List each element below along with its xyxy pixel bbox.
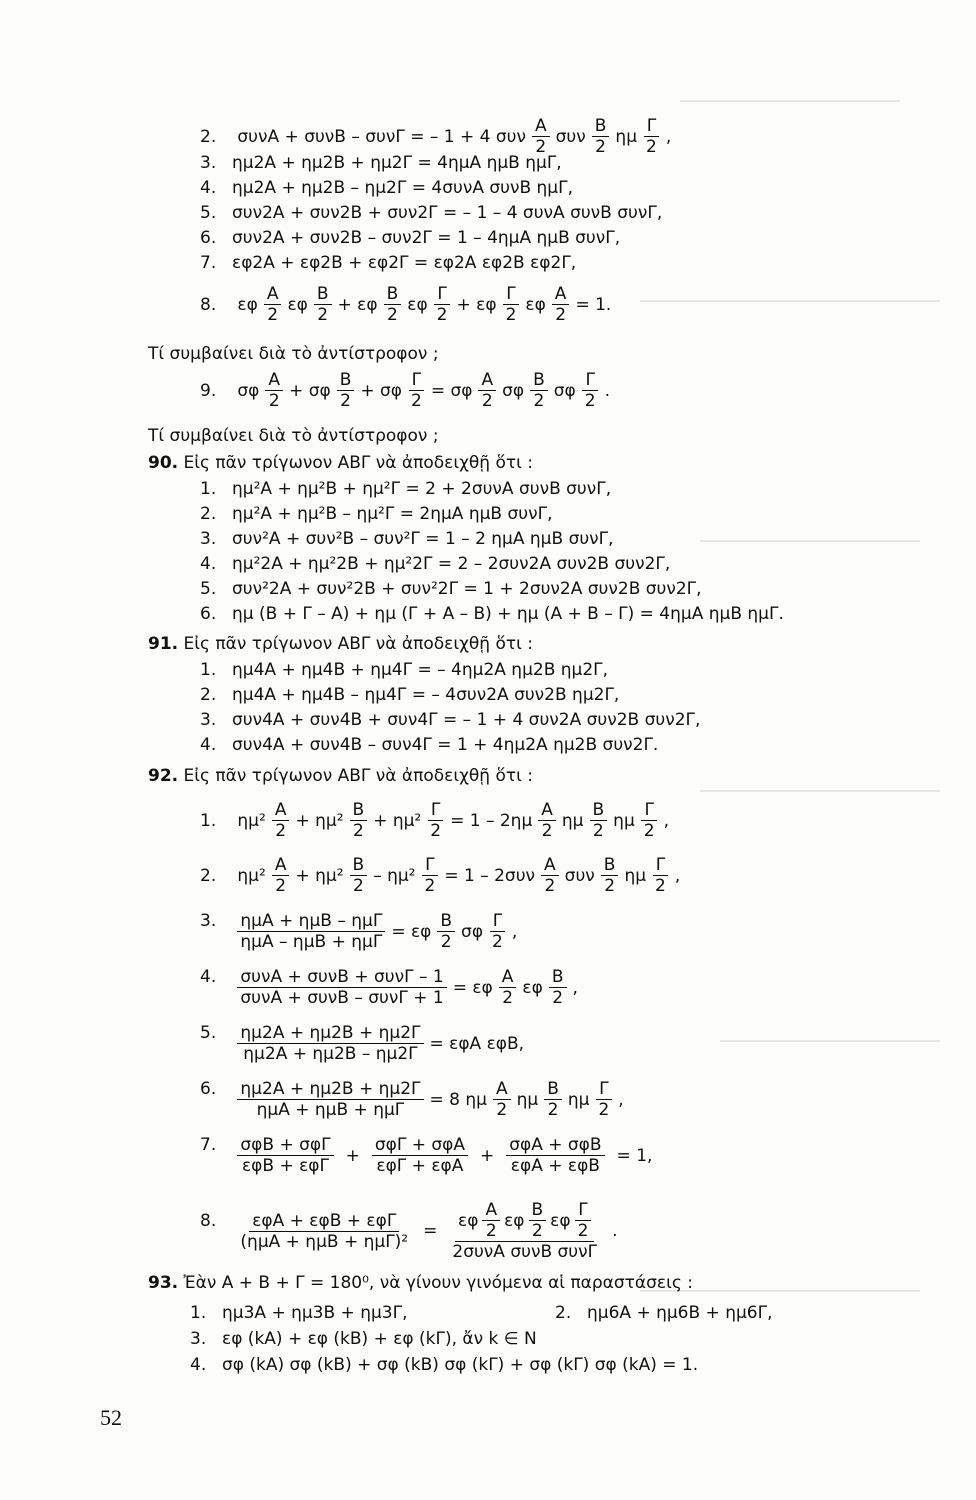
ex90-item: 4. ημ²2Α + ημ²2Β + ημ²2Γ = 2 – 2συν2Α συν2Β συν2Γ,	[200, 554, 671, 574]
ex90-item: 2. ημ²Α + ημ²Β – ημ²Γ = 2ημΑ ημΒ συνΓ,	[200, 504, 553, 524]
identity-text: συν	[555, 126, 586, 147]
fraction: $\frac{\Gamma}{2}$	[643, 116, 660, 157]
fraction: $\frac{B}{2}$	[592, 116, 610, 157]
exercise-90-heading: 90. Εἰς πᾶν τρίγωνον ΑΒΓ νὰ ἀποδειχθῇ ὅτι :	[148, 453, 533, 473]
ex91-item: 2. ημ4Α + ημ4Β – ημ4Γ = – 4συν2Α συν2Β ημ2Γ,	[200, 685, 620, 705]
page-number: 52	[100, 1405, 122, 1430]
punct: ,	[665, 126, 672, 147]
identity-4: 4. ημ2Α + ημ2Β – ημ2Γ = 4συνΑ συνΒ ημΓ,	[200, 178, 573, 198]
ex93-item: 1. ημ3Α + ημ3Β + ημ3Γ,	[190, 1303, 408, 1323]
ex90-item: 5. συν²2Α + συν²2Β + συν²2Γ = 1 + 2συν2Α συν2Β συν2Γ,	[200, 579, 702, 599]
identity-6: 6. συν2Α + συν2Β – συν2Γ = 1 – 4ημΑ ημΒ συνΓ,	[200, 228, 621, 248]
identity-5: 5. συν2Α + συν2Β + συν2Γ = – 1 – 4 συνΑ συνΒ συνΓ,	[200, 203, 663, 223]
ex93-item: 2. ημ6Α + ημ6Β + ημ6Γ,	[555, 1303, 773, 1323]
identity-text: ημ	[615, 126, 638, 147]
identity-8: 8. εφ $\frac{A}{2}$ εφ $\frac{B}{2}$ + εφ $\frac{B}{2}$ εφ $\frac{\Gamma}{2}$ + εφ $\frac{\Gamma}{2}$ εφ $\frac{A}{2}$ = 1.	[200, 284, 612, 325]
identity-3: 3. ημ2Α + ημ2Β + ημ2Γ = 4ημΑ ημΒ ημΓ,	[200, 153, 562, 173]
identity-2	[200, 116, 671, 157]
exercise-91-heading: 91. Εἰς πᾶν τρίγωνον ΑΒΓ νὰ ἀποδειχθῇ ὅτι :	[148, 634, 533, 654]
ex93-item: 3. εφ (kΑ) + εφ (kΒ) + εφ (kΓ), ἄν k ∈ Ν	[190, 1329, 537, 1349]
ex90-item: 3. συν²Α + συν²Β – συν²Γ = 1 – 2 ημΑ ημΒ συνΓ,	[200, 529, 614, 549]
fraction: $\frac{A}{2}$	[532, 116, 550, 157]
ex90-item: 1. ημ²Α + ημ²Β + ημ²Γ = 2 + 2συνΑ συνΒ συνΓ,	[200, 479, 612, 499]
ex92-item-7: 7. $\frac{\text{σφΒ + σφΓ}}{\text{εφΒ + εφΓ}}$ + $\frac{\text{σφΓ + σφΑ}}{\text{εφΓ + εφΑ}}$ + $\frac{\text{σφΑ + σφΒ}}{\text{εφΑ + εφΒ}}$ = 1,	[200, 1135, 653, 1176]
ex91-item: 1. ημ4Α + ημ4Β + ημ4Γ = – 4ημ2Α ημ2Β ημ2Γ,	[200, 660, 609, 680]
ex90-item: 6. ημ (Β + Γ – Α) + ημ (Γ + Α – Β) + ημ (Α + Β – Γ) = 4ημΑ ημΒ ημΓ.	[200, 604, 784, 624]
ex92-item-4: 4. $\frac{\text{συνΑ + συνΒ + συνΓ – 1}}{\text{συνΑ + συνΒ – συνΓ + 1}}$ = εφ $\frac{A}{2}$ εφ $\frac{B}{2}$ ,	[200, 967, 578, 1008]
ex91-item: 3. συν4Α + συν4Β + συν4Γ = – 1 + 4 συν2Α συν2Β συν2Γ,	[200, 710, 701, 730]
ex92-item-6: 6. $\frac{\eta\mu 2A + \eta\mu 2B + \eta\mu 2\Gamma}{\text{ημΑ + ημΒ + ημΓ}}$ = 8 ημ $\frac{A}{2}$ ημ $\frac{B}{2}$ ημ $\frac{\Gamma}{2}$ ,	[200, 1079, 624, 1120]
identity-text: συνΑ + συνΒ – συνΓ = – 1 + 4 συν	[237, 126, 526, 147]
ex93-item: 4. σφ (kΑ) σφ (kΒ) + σφ (kΒ) σφ (kΓ) + σφ (kΓ) σφ (kΑ) = 1.	[190, 1355, 699, 1375]
ex92-item-3: 3. $\frac{\text{ημΑ + ημΒ – ημΓ}}{\text{ημΑ – ημΒ + ημΓ}}$ = εφ $\frac{B}{2}$ σφ $\frac{\Gamma}{2}$ ,	[200, 911, 518, 952]
identity-9: 9. σφ $\frac{A}{2}$ + σφ $\frac{B}{2}$ + σφ $\frac{\Gamma}{2}$ = σφ $\frac{A}{2}$ σφ $\frac{B}{2}$ σφ $\frac{\Gamma}{2}$ .	[200, 370, 611, 411]
ex92-item-2: 2. ημ² $\frac{A}{2}$ + ημ² $\frac{B}{2}$ – ημ² $\frac{\Gamma}{2}$ = 1 – 2συν $\frac{A}{2}$ συν $\frac{B}{2}$ ημ $\frac{\Gamma}{2}$ ,	[200, 855, 681, 896]
ex91-item: 4. συν4Α + συν4Β – συν4Γ = 1 + 4ημ2Α ημ2Β συν2Γ.	[200, 735, 659, 755]
exercise-93-heading: 93. Ἐὰν Α + Β + Γ = 180⁰, νὰ γίνουν γινόμενα αἱ παραστάσεις :	[148, 1273, 693, 1293]
question-converse: Τί συμβαίνει διὰ τὸ ἀντίστροφον ;	[148, 344, 439, 364]
ex92-item-8: 8. $\frac{\text{εφΑ + εφΒ + εφΓ}}{\text{(ημΑ + ημΒ + ημΓ)²}}$ = εφ $\frac{A}{2}$ εφ $\frac{B}{2}$ εφ $\frac{\Gamma}{2}$ 2συνΑ συνΒ συνΓ .	[200, 1200, 618, 1262]
ex92-item-5: 5. $\frac{\eta\mu 2A + \eta\mu 2B + \eta\mu 2\Gamma}{\eta\mu 2A + \eta\mu 2B - \eta\mu 2\Gamma}$ = εφΑ εφΒ,	[200, 1023, 525, 1064]
exercise-92-heading: 92. Εἰς πᾶν τρίγωνον ΑΒΓ νὰ ἀποδειχθῇ ὅτι :	[148, 766, 533, 786]
identity-7: 7. εφ2Α + εφ2Β + εφ2Γ = εφ2Α εφ2Β εφ2Γ,	[200, 253, 577, 273]
question-converse: Τί συμβαίνει διὰ τὸ ἀντίστροφον ;	[148, 426, 439, 446]
ex92-item-1: 1. ημ² $\frac{A}{2}$ + ημ² $\frac{B}{2}$ + ημ² $\frac{\Gamma}{2}$ = 1 – 2ημ $\frac{A}{2}$ ημ $\frac{B}{2}$ ημ $\frac{\Gamma}{2}$ ,	[200, 800, 669, 841]
item-number: 2.	[200, 126, 217, 147]
